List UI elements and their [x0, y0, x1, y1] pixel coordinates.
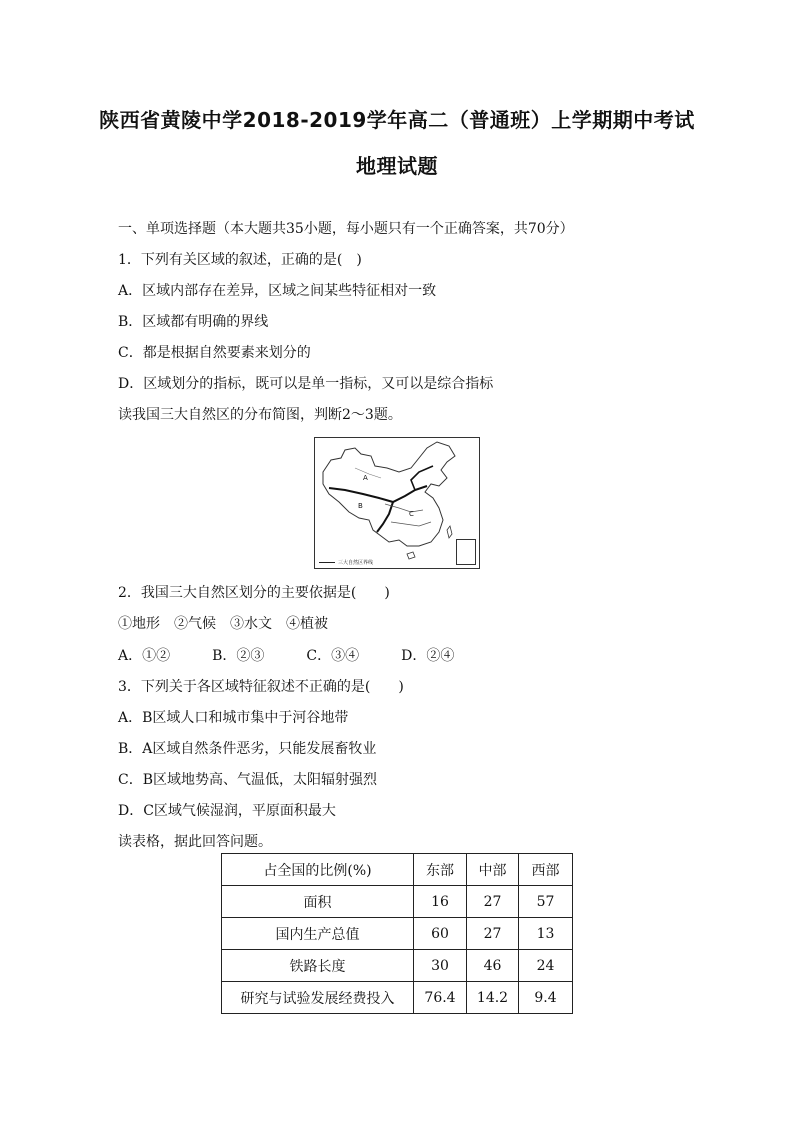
question-2-choices: ①地形 ②气候 ③水文 ④植被 [118, 616, 328, 632]
table-cell: 27 [467, 918, 519, 950]
table-cell: 面积 [222, 886, 414, 918]
table-row [222, 950, 573, 982]
table-header-cell: 西部 [519, 854, 573, 886]
table-cell: 铁路长度 [222, 950, 414, 982]
map-legend-label: 三大自然区界线 [338, 560, 374, 566]
question-3-option-a: A．B区域人口和城市集中于河谷地带 [118, 710, 349, 726]
table-cell: 国内生产总值 [222, 918, 414, 950]
table-cell: 46 [467, 950, 519, 982]
question-3-stem: 3．下列关于各区域特征叙述不正确的是( ) [118, 679, 404, 695]
legend-line-icon [319, 562, 335, 563]
table-header-cell: 东部 [414, 854, 467, 886]
map-label-a: A [363, 474, 368, 482]
table-cell: 13 [519, 918, 573, 950]
table-row [222, 982, 573, 1014]
table-cell: 9.4 [519, 982, 573, 1014]
table-row [222, 918, 573, 950]
table-cell: 27 [467, 886, 519, 918]
question-3-option-d: D．C区域气候湿润，平原面积最大 [118, 803, 336, 819]
question-2-stem: 2．我国三大自然区划分的主要依据是( ) [118, 585, 390, 601]
question-2-options: A．①② B．②③ C．③④ D．②④ [118, 648, 455, 664]
question-3-option-c: C．B区域地势高、气温低，太阳辐射强烈 [118, 772, 377, 788]
map-intro: 读我国三大自然区的分布简图，判断2～3题。 [118, 407, 402, 423]
page-title: 陕西省黄陵中学2018-2019学年高二（普通班）上学期期中考试 [99, 108, 695, 132]
section-heading: 一、单项选择题（本大题共35小题，每小题只有一个正确答案，共70分） [118, 221, 574, 237]
table-cell: 16 [414, 886, 467, 918]
table-intro: 读表格，据此回答问题。 [118, 834, 272, 850]
table-cell: 研究与试验发展经费投入 [222, 982, 414, 1014]
table-cell: 57 [519, 886, 573, 918]
table-cell: 14.2 [467, 982, 519, 1014]
china-map-icon [315, 438, 479, 568]
table-header-cell: 占全国的比例(%) [222, 854, 414, 886]
question-1-option-b: B．区域都有明确的界线 [118, 314, 269, 330]
data-table [221, 853, 573, 1014]
map-label-b: B [358, 502, 363, 510]
map-label-c: C [409, 510, 414, 518]
china-map-figure [314, 437, 480, 569]
page-subtitle: 地理试题 [356, 154, 438, 178]
table-cell: 60 [414, 918, 467, 950]
south-china-sea-inset [456, 539, 476, 565]
question-3-option-b: B．A区域自然条件恶劣，只能发展畜牧业 [118, 741, 377, 757]
table-header-cell: 中部 [467, 854, 519, 886]
table-cell: 30 [414, 950, 467, 982]
question-1-stem: 1．下列有关区域的叙述，正确的是( ) [118, 252, 362, 268]
map-legend [319, 559, 373, 566]
table-row [222, 886, 573, 918]
question-1-option-c: C．都是根据自然要素来划分的 [118, 345, 311, 361]
question-1-option-d: D．区域划分的指标，既可以是单一指标，又可以是综合指标 [118, 376, 494, 392]
table-header-row [222, 854, 573, 886]
table-cell: 24 [519, 950, 573, 982]
table-cell: 76.4 [414, 982, 467, 1014]
question-1-option-a: A．区域内部存在差异，区域之间某些特征相对一致 [118, 283, 437, 299]
